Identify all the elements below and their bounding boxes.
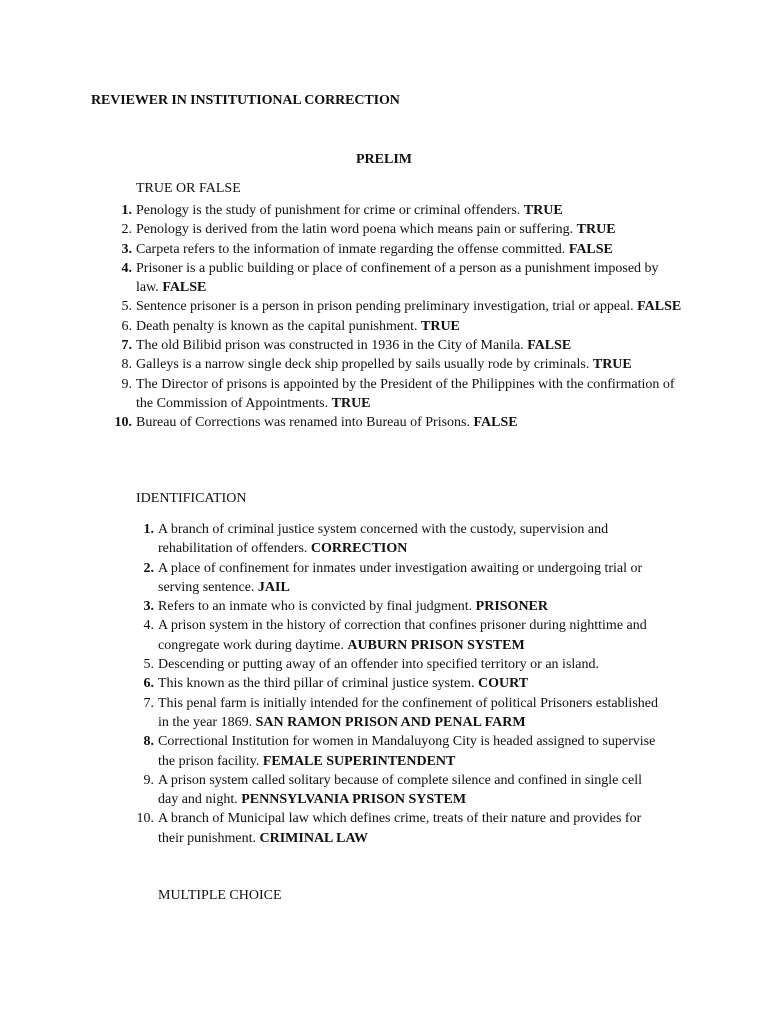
item-answer: FALSE bbox=[162, 280, 207, 296]
item-number: 5. bbox=[121, 299, 132, 315]
identification-item bbox=[134, 674, 664, 693]
item-text: The old Bilibid prison was constructed in 1936 in the City of Manila. bbox=[136, 338, 528, 354]
true-false-item bbox=[112, 201, 682, 220]
item-text: This known as the third pillar of criminal justice system. bbox=[158, 676, 478, 692]
true-false-item bbox=[112, 259, 682, 298]
item-answer: FEMALE SUPERINTENDENT bbox=[262, 753, 456, 769]
item-text: Correctional Institution for women in Mandaluyong City is headed assigned to supervise the prison facility. bbox=[158, 734, 656, 769]
document-title: REVIEWER IN INSTITUTIONAL CORRECTION bbox=[91, 93, 400, 108]
true-false-item bbox=[112, 317, 682, 336]
item-number: 2. bbox=[143, 560, 154, 576]
item-answer: TRUE bbox=[523, 203, 563, 218]
item-number: 3. bbox=[143, 599, 154, 615]
item-text: Galleys is a narrow single deck ship propelled by sails usually rode by criminals. bbox=[136, 357, 593, 373]
item-number: 5. bbox=[143, 657, 154, 673]
item-text: Sentence prisoner is a person in prison pending preliminary investigation, trial or appeal. bbox=[136, 299, 638, 315]
item-answer: AUBURN PRISON SYSTEM bbox=[347, 637, 525, 653]
item-answer: TRUE bbox=[576, 222, 616, 238]
item-answer: TRUE bbox=[421, 318, 460, 334]
section-title-text: PRELIM bbox=[356, 152, 412, 167]
identification-list bbox=[134, 520, 664, 848]
item-answer: PENNSYLVANIA PRISON SYSTEM bbox=[241, 792, 467, 808]
item-text: Prisoner is a public building or place of confinement of a person as a punishment imposed by law. bbox=[136, 260, 659, 296]
identification-item bbox=[134, 694, 664, 733]
item-number: 1. bbox=[143, 522, 154, 537]
identification-item bbox=[134, 771, 664, 810]
item-text: Bureau of Corrections was renamed into Bureau of Prisons. bbox=[136, 415, 474, 431]
item-number: 10. bbox=[136, 811, 154, 827]
identification-item bbox=[134, 559, 664, 598]
true-false-item bbox=[112, 355, 682, 374]
item-text: A place of confinement for inmates under investigation awaiting or undergoing trial or serving sentence. bbox=[158, 560, 643, 595]
item-text: Descending or putting away of an offender into specified territory or an island. bbox=[158, 657, 599, 673]
item-number: 1. bbox=[121, 203, 132, 218]
true-false-heading: TRUE OR FALSE bbox=[136, 181, 241, 196]
item-answer: CORRECTION bbox=[310, 541, 408, 557]
true-false-item bbox=[112, 375, 682, 414]
item-text: A prison system called solitary because of complete silence and confined in single cell day and night. bbox=[158, 772, 643, 808]
item-text: This penal farm is initially intended for the confinement of political Prisoners established in the year 1869. bbox=[158, 695, 658, 730]
identification-item bbox=[134, 809, 664, 848]
item-number: 8. bbox=[143, 734, 154, 750]
identification-item bbox=[134, 655, 664, 674]
item-text: Penology is derived from the latin word poena which means pain or suffering. bbox=[136, 222, 577, 238]
item-number: 7. bbox=[143, 695, 154, 711]
item-answer: PRISONER bbox=[475, 599, 549, 615]
item-text: Carpeta refers to the information of inmate regarding the offense committed. bbox=[136, 241, 569, 257]
item-answer: TRUE bbox=[331, 395, 371, 411]
item-text: Refers to an inmate who is convicted by final judgment. bbox=[158, 599, 476, 615]
item-answer: CRIMINAL LAW bbox=[259, 830, 369, 846]
item-answer: JAIL bbox=[257, 579, 290, 595]
item-number: 9. bbox=[143, 772, 154, 788]
identification-heading: IDENTIFICATION bbox=[136, 491, 247, 506]
multiple-choice-heading: MULTIPLE CHOICE bbox=[158, 888, 282, 903]
item-answer: SAN RAMON PRISON AND PENAL FARM bbox=[255, 714, 526, 730]
section-title bbox=[0, 152, 768, 168]
identification-item bbox=[134, 732, 664, 771]
item-answer: TRUE bbox=[592, 357, 632, 373]
item-answer: FALSE bbox=[527, 338, 572, 354]
true-false-item bbox=[112, 220, 682, 239]
item-text: A branch of criminal justice system concerned with the custody, supervision and rehabilitation of offenders. bbox=[158, 522, 609, 557]
item-number: 6. bbox=[121, 318, 132, 334]
item-answer: FALSE bbox=[637, 299, 682, 315]
item-text: Death penalty is known as the capital punishment. bbox=[136, 318, 421, 334]
item-number: 3. bbox=[121, 241, 132, 257]
item-answer: FALSE bbox=[568, 241, 613, 257]
true-false-item bbox=[112, 297, 682, 316]
identification-item bbox=[134, 520, 664, 559]
item-text: Penology is the study of punishment for crime or criminal offenders. bbox=[136, 203, 524, 218]
true-false-item bbox=[112, 413, 682, 432]
true-false-list bbox=[112, 201, 682, 433]
true-false-item bbox=[112, 336, 682, 355]
item-number: 2. bbox=[121, 222, 132, 238]
item-text: A prison system in the history of correction that confines prisoner during nighttime and congregate work during daytime. bbox=[158, 618, 647, 653]
item-number: 4. bbox=[121, 260, 132, 276]
item-text: The Director of prisons is appointed by the President of the Philippines with the confirmation of the Commission of Appointments. bbox=[136, 376, 675, 411]
item-number: 7. bbox=[121, 338, 132, 354]
item-answer: COURT bbox=[478, 676, 529, 692]
item-number: 8. bbox=[121, 357, 132, 373]
item-answer: FALSE bbox=[473, 415, 518, 431]
item-text: A branch of Municipal law which defines crime, treats of their nature and provides for their punishment. bbox=[158, 811, 642, 846]
identification-item bbox=[134, 616, 664, 655]
item-number: 6. bbox=[143, 676, 154, 692]
item-number: 10. bbox=[114, 415, 132, 431]
item-number: 4. bbox=[143, 618, 154, 634]
item-number: 9. bbox=[121, 376, 132, 392]
true-false-item bbox=[112, 240, 682, 259]
identification-item bbox=[134, 597, 664, 616]
